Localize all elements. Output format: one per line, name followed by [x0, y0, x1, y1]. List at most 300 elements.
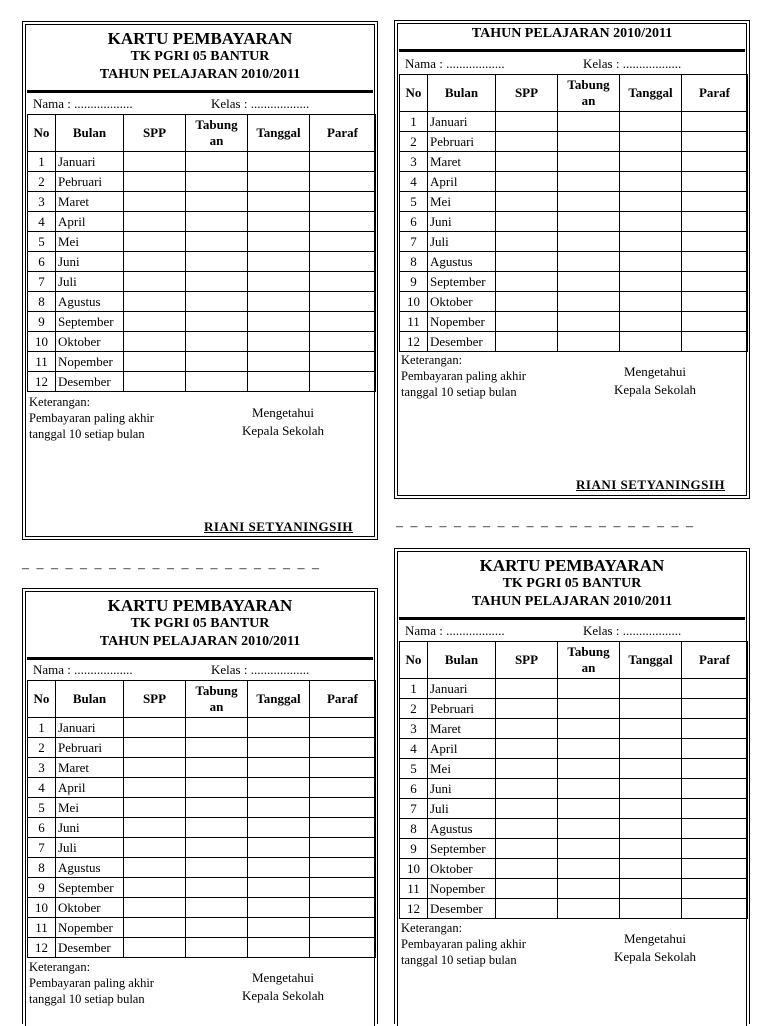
- keterangan-block: [29, 959, 154, 1007]
- keterangan-label: Keterangan:: [401, 921, 463, 935]
- row-number: 9: [28, 878, 56, 898]
- month-name: Agustus: [56, 858, 124, 878]
- table-row: [28, 898, 376, 918]
- spp-cell: [496, 839, 558, 859]
- school-name: TK PGRI 05 BANTUR: [130, 616, 270, 631]
- row-number: 10: [28, 898, 56, 918]
- month-name: Januari: [428, 679, 496, 699]
- tanggal-cell: [248, 878, 310, 898]
- table-row: [28, 718, 376, 738]
- spp-cell: [496, 679, 558, 699]
- tabungan-cell: [186, 738, 248, 758]
- tabungan-cell: [186, 858, 248, 878]
- month-name: April: [428, 739, 496, 759]
- tanggal-cell: [620, 332, 682, 352]
- row-number: 5: [400, 759, 428, 779]
- paraf-cell: [682, 779, 748, 799]
- row-number: 5: [28, 798, 56, 818]
- col-bulan: Bulan: [56, 681, 124, 718]
- table-row: [400, 839, 748, 859]
- table-row: [28, 918, 376, 938]
- cut-line-left: – – – – – – – – – – – – – – – – – – – – –: [22, 561, 321, 576]
- col-paraf: Paraf: [310, 681, 376, 718]
- acknowledgement: [595, 930, 715, 966]
- spp-cell: [496, 799, 558, 819]
- tabungan-cell: [558, 192, 620, 212]
- paraf-cell: [682, 679, 748, 699]
- tanggal-cell: [248, 292, 310, 312]
- month-name: Juli: [428, 799, 496, 819]
- spp-cell: [124, 898, 186, 918]
- tanggal-cell: [248, 232, 310, 252]
- row-number: 10: [28, 332, 56, 352]
- spp-cell: [496, 132, 558, 152]
- paraf-cell: [682, 252, 748, 272]
- tabungan-cell: [558, 819, 620, 839]
- row-number: 4: [28, 778, 56, 798]
- keterangan-block: [401, 920, 526, 968]
- spp-cell: [124, 192, 186, 212]
- col-paraf: Paraf: [310, 115, 376, 152]
- tabungan-cell: [558, 152, 620, 172]
- paraf-cell: [682, 272, 748, 292]
- table-row: [28, 152, 376, 172]
- nama-field: Nama : ..................: [33, 662, 133, 677]
- month-name: September: [428, 839, 496, 859]
- col-tabungan: Tabung an: [186, 115, 248, 152]
- payment-table: [27, 680, 376, 958]
- table-row: [28, 192, 376, 212]
- tanggal-cell: [620, 312, 682, 332]
- tabungan-cell: [558, 699, 620, 719]
- tabungan-cell: [186, 292, 248, 312]
- spp-cell: [124, 938, 186, 958]
- tanggal-cell: [248, 778, 310, 798]
- school-year: TAHUN PELAJARAN 2010/2011: [471, 26, 673, 41]
- table-row: [28, 738, 376, 758]
- col-no: No: [28, 115, 56, 152]
- tanggal-cell: [248, 332, 310, 352]
- col-tanggal: Tanggal: [620, 75, 682, 112]
- row-number: 6: [28, 818, 56, 838]
- table-row: [28, 858, 376, 878]
- col-tabungan: Tabung an: [186, 681, 248, 718]
- spp-cell: [124, 252, 186, 272]
- spp-cell: [124, 152, 186, 172]
- col-bulan: Bulan: [428, 642, 496, 679]
- row-number: 3: [400, 719, 428, 739]
- table-row: [400, 152, 748, 172]
- keterangan-block: [401, 352, 526, 400]
- payment-table: [399, 641, 748, 919]
- row-number: 8: [400, 252, 428, 272]
- month-name: Juni: [56, 252, 124, 272]
- spp-cell: [124, 778, 186, 798]
- tanggal-cell: [248, 212, 310, 232]
- tanggal-cell: [248, 758, 310, 778]
- month-name: Maret: [56, 758, 124, 778]
- kelas-field: Kelas : ..................: [211, 96, 310, 111]
- payment-card-bottom-left: [22, 588, 378, 1024]
- name-class-row: [27, 660, 373, 681]
- mengetahui-text: Mengetahui: [251, 405, 315, 420]
- tanggal-cell: [620, 679, 682, 699]
- tanggal-cell: [620, 739, 682, 759]
- tanggal-cell: [248, 838, 310, 858]
- table-row: [400, 232, 748, 252]
- spp-cell: [496, 899, 558, 919]
- tabungan-cell: [186, 838, 248, 858]
- tabungan-cell: [558, 839, 620, 859]
- month-name: April: [428, 172, 496, 192]
- paraf-cell: [310, 938, 376, 958]
- spp-cell: [124, 858, 186, 878]
- cut-line-right: – – – – – – – – – – – – – – – – – – – – –: [396, 519, 695, 534]
- paraf-cell: [682, 292, 748, 312]
- table-row: [28, 878, 376, 898]
- paraf-cell: [682, 312, 748, 332]
- tanggal-cell: [620, 859, 682, 879]
- table-row: [400, 172, 748, 192]
- table-row: [400, 252, 748, 272]
- table-row: [28, 272, 376, 292]
- month-name: Mei: [56, 798, 124, 818]
- tanggal-cell: [248, 192, 310, 212]
- tabungan-cell: [186, 372, 248, 392]
- col-spp: SPP: [124, 681, 186, 718]
- row-number: 9: [28, 312, 56, 332]
- tanggal-cell: [248, 352, 310, 372]
- tabungan-cell: [558, 232, 620, 252]
- payment-card-top-left: [22, 21, 378, 540]
- month-name: Juni: [428, 779, 496, 799]
- row-number: 4: [28, 212, 56, 232]
- month-name: Juni: [428, 212, 496, 232]
- row-number: 1: [400, 679, 428, 699]
- tabungan-cell: [186, 818, 248, 838]
- month-name: Januari: [56, 152, 124, 172]
- keterangan-line-1: Pembayaran paling akhir: [29, 411, 154, 425]
- paraf-cell: [682, 859, 748, 879]
- tanggal-cell: [248, 938, 310, 958]
- month-name: September: [56, 312, 124, 332]
- kelas-field: Kelas : ..................: [583, 623, 682, 638]
- col-paraf: Paraf: [682, 642, 748, 679]
- paraf-cell: [682, 839, 748, 859]
- paraf-cell: [310, 818, 376, 838]
- tanggal-cell: [620, 172, 682, 192]
- spp-cell: [496, 172, 558, 192]
- spp-cell: [496, 719, 558, 739]
- tanggal-cell: [620, 232, 682, 252]
- tabungan-cell: [558, 172, 620, 192]
- table-row: [400, 192, 748, 212]
- tabungan-cell: [558, 679, 620, 699]
- table-row: [400, 899, 748, 919]
- spp-cell: [496, 152, 558, 172]
- col-bulan: Bulan: [56, 115, 124, 152]
- month-name: Maret: [428, 152, 496, 172]
- card-header: [27, 30, 373, 84]
- tanggal-cell: [620, 779, 682, 799]
- tabungan-cell: [186, 152, 248, 172]
- nama-field: Nama : ..................: [405, 623, 505, 638]
- month-name: Desember: [56, 938, 124, 958]
- col-tanggal: Tanggal: [620, 642, 682, 679]
- spp-cell: [496, 212, 558, 232]
- paraf-cell: [682, 172, 748, 192]
- table-row: [28, 332, 376, 352]
- table-row: [400, 332, 748, 352]
- table-row: [400, 212, 748, 232]
- row-number: 2: [28, 738, 56, 758]
- nama-field: Nama : ..................: [33, 96, 133, 111]
- tanggal-cell: [248, 152, 310, 172]
- paraf-cell: [682, 332, 748, 352]
- spp-cell: [124, 758, 186, 778]
- row-number: 11: [400, 879, 428, 899]
- month-name: Mei: [56, 232, 124, 252]
- name-class-row: [399, 621, 745, 642]
- header-divider: [399, 49, 745, 52]
- header-divider: [399, 617, 745, 620]
- month-name: Juli: [56, 272, 124, 292]
- month-name: Desember: [428, 899, 496, 919]
- table-row: [400, 819, 748, 839]
- paraf-cell: [682, 759, 748, 779]
- table-row: [400, 799, 748, 819]
- spp-cell: [124, 172, 186, 192]
- row-number: 12: [400, 899, 428, 919]
- month-name: Nopember: [56, 918, 124, 938]
- paraf-cell: [310, 232, 376, 252]
- month-name: Mei: [428, 192, 496, 212]
- row-number: 7: [400, 232, 428, 252]
- month-name: Mei: [428, 759, 496, 779]
- row-number: 6: [28, 252, 56, 272]
- card-title: KARTU PEMBAYARAN: [107, 29, 293, 48]
- tanggal-cell: [248, 252, 310, 272]
- paraf-cell: [682, 719, 748, 739]
- paraf-cell: [310, 918, 376, 938]
- tanggal-cell: [248, 918, 310, 938]
- row-number: 3: [28, 758, 56, 778]
- paraf-cell: [682, 739, 748, 759]
- spp-cell: [124, 372, 186, 392]
- paraf-cell: [682, 112, 748, 132]
- tabungan-cell: [558, 899, 620, 919]
- tabungan-cell: [186, 312, 248, 332]
- month-name: Januari: [428, 112, 496, 132]
- signatory-name: RIANI SETYANINGSIH: [204, 519, 354, 534]
- tabungan-cell: [186, 352, 248, 372]
- tabungan-cell: [558, 252, 620, 272]
- tabungan-cell: [558, 312, 620, 332]
- paraf-cell: [310, 372, 376, 392]
- row-number: 4: [400, 739, 428, 759]
- spp-cell: [496, 112, 558, 132]
- col-no: No: [400, 75, 428, 112]
- month-rows: [28, 152, 376, 392]
- tanggal-cell: [620, 719, 682, 739]
- tabungan-cell: [558, 719, 620, 739]
- row-number: 10: [400, 859, 428, 879]
- spp-cell: [124, 312, 186, 332]
- month-name: April: [56, 778, 124, 798]
- col-tanggal: Tanggal: [248, 681, 310, 718]
- tabungan-cell: [186, 798, 248, 818]
- tanggal-cell: [620, 212, 682, 232]
- mengetahui-text: Mengetahui: [251, 970, 315, 985]
- paraf-cell: [682, 899, 748, 919]
- month-name: Agustus: [428, 819, 496, 839]
- keterangan-line-1: Pembayaran paling akhir: [29, 976, 154, 990]
- kelas-field: Kelas : ..................: [583, 56, 682, 71]
- row-number: 6: [400, 779, 428, 799]
- spp-cell: [496, 232, 558, 252]
- spp-cell: [496, 312, 558, 332]
- spp-cell: [496, 859, 558, 879]
- tanggal-cell: [248, 738, 310, 758]
- row-number: 11: [400, 312, 428, 332]
- table-row: [28, 212, 376, 232]
- table-row: [28, 252, 376, 272]
- keterangan-label: Keterangan:: [29, 960, 91, 974]
- col-bulan: Bulan: [428, 75, 496, 112]
- kelas-field: Kelas : ..................: [211, 662, 310, 677]
- tanggal-cell: [248, 272, 310, 292]
- table-row: [28, 292, 376, 312]
- kepala-sekolah-text: Kepala Sekolah: [614, 382, 696, 397]
- col-spp: SPP: [496, 75, 558, 112]
- table-row: [28, 172, 376, 192]
- tanggal-cell: [620, 699, 682, 719]
- school-name: TK PGRI 05 BANTUR: [502, 576, 642, 591]
- month-name: Pebruari: [56, 738, 124, 758]
- tabungan-cell: [186, 878, 248, 898]
- row-number: 9: [400, 839, 428, 859]
- paraf-cell: [310, 192, 376, 212]
- table-row: [28, 232, 376, 252]
- payment-table: [27, 114, 376, 392]
- table-row: [400, 759, 748, 779]
- spp-cell: [124, 292, 186, 312]
- month-name: Oktober: [428, 292, 496, 312]
- table-row: [400, 879, 748, 899]
- tabungan-cell: [186, 232, 248, 252]
- acknowledgement: [223, 969, 343, 1005]
- month-name: Pebruari: [428, 132, 496, 152]
- tanggal-cell: [620, 272, 682, 292]
- table-row: [400, 679, 748, 699]
- tabungan-cell: [186, 272, 248, 292]
- row-number: 11: [28, 352, 56, 372]
- card-title: KARTU PEMBAYARAN: [479, 556, 665, 575]
- row-number: 7: [28, 838, 56, 858]
- table-row: [400, 272, 748, 292]
- paraf-cell: [310, 718, 376, 738]
- tabungan-cell: [186, 172, 248, 192]
- row-number: 4: [400, 172, 428, 192]
- tanggal-cell: [248, 898, 310, 918]
- paraf-cell: [310, 332, 376, 352]
- acknowledgement: [223, 404, 343, 440]
- spp-cell: [124, 332, 186, 352]
- kepala-sekolah-text: Kepala Sekolah: [242, 988, 324, 1003]
- spp-cell: [124, 272, 186, 292]
- month-name: Agustus: [428, 252, 496, 272]
- paraf-cell: [310, 352, 376, 372]
- tabungan-cell: [186, 778, 248, 798]
- month-name: Agustus: [56, 292, 124, 312]
- row-number: 7: [400, 799, 428, 819]
- spp-cell: [496, 272, 558, 292]
- tabungan-cell: [186, 192, 248, 212]
- payment-card-top-right: [394, 20, 750, 499]
- table-row: [28, 758, 376, 778]
- month-name: Desember: [56, 372, 124, 392]
- row-number: 8: [400, 819, 428, 839]
- tanggal-cell: [620, 839, 682, 859]
- month-name: Januari: [56, 718, 124, 738]
- row-number: 5: [400, 192, 428, 212]
- tabungan-cell: [558, 759, 620, 779]
- spp-cell: [124, 718, 186, 738]
- keterangan-label: Keterangan:: [29, 395, 91, 409]
- spp-cell: [496, 739, 558, 759]
- spp-cell: [496, 759, 558, 779]
- tabungan-cell: [558, 272, 620, 292]
- tanggal-cell: [620, 759, 682, 779]
- spp-cell: [124, 352, 186, 372]
- paraf-cell: [682, 819, 748, 839]
- month-name: Maret: [428, 719, 496, 739]
- tanggal-cell: [248, 172, 310, 192]
- tabungan-cell: [558, 132, 620, 152]
- spp-cell: [124, 818, 186, 838]
- paraf-cell: [310, 212, 376, 232]
- keterangan-label: Keterangan:: [401, 353, 463, 367]
- paraf-cell: [682, 879, 748, 899]
- tabungan-cell: [186, 938, 248, 958]
- tabungan-cell: [558, 112, 620, 132]
- table-header-row: [28, 115, 376, 152]
- tabungan-cell: [558, 779, 620, 799]
- table-row: [400, 779, 748, 799]
- tanggal-cell: [248, 858, 310, 878]
- table-row: [400, 699, 748, 719]
- card-title: KARTU PEMBAYARAN: [107, 596, 293, 615]
- paraf-cell: [682, 192, 748, 212]
- paraf-cell: [310, 738, 376, 758]
- month-name: Oktober: [428, 859, 496, 879]
- paraf-cell: [682, 232, 748, 252]
- paraf-cell: [310, 838, 376, 858]
- tanggal-cell: [248, 312, 310, 332]
- spp-cell: [124, 878, 186, 898]
- spp-cell: [496, 292, 558, 312]
- spp-cell: [496, 252, 558, 272]
- row-number: 5: [28, 232, 56, 252]
- tanggal-cell: [620, 292, 682, 312]
- keterangan-line-2: tanggal 10 setiap bulan: [401, 385, 517, 399]
- paraf-cell: [310, 758, 376, 778]
- row-number: 1: [28, 152, 56, 172]
- month-name: September: [56, 878, 124, 898]
- school-year: TAHUN PELAJARAN 2010/2011: [471, 594, 673, 609]
- tabungan-cell: [558, 332, 620, 352]
- spp-cell: [496, 332, 558, 352]
